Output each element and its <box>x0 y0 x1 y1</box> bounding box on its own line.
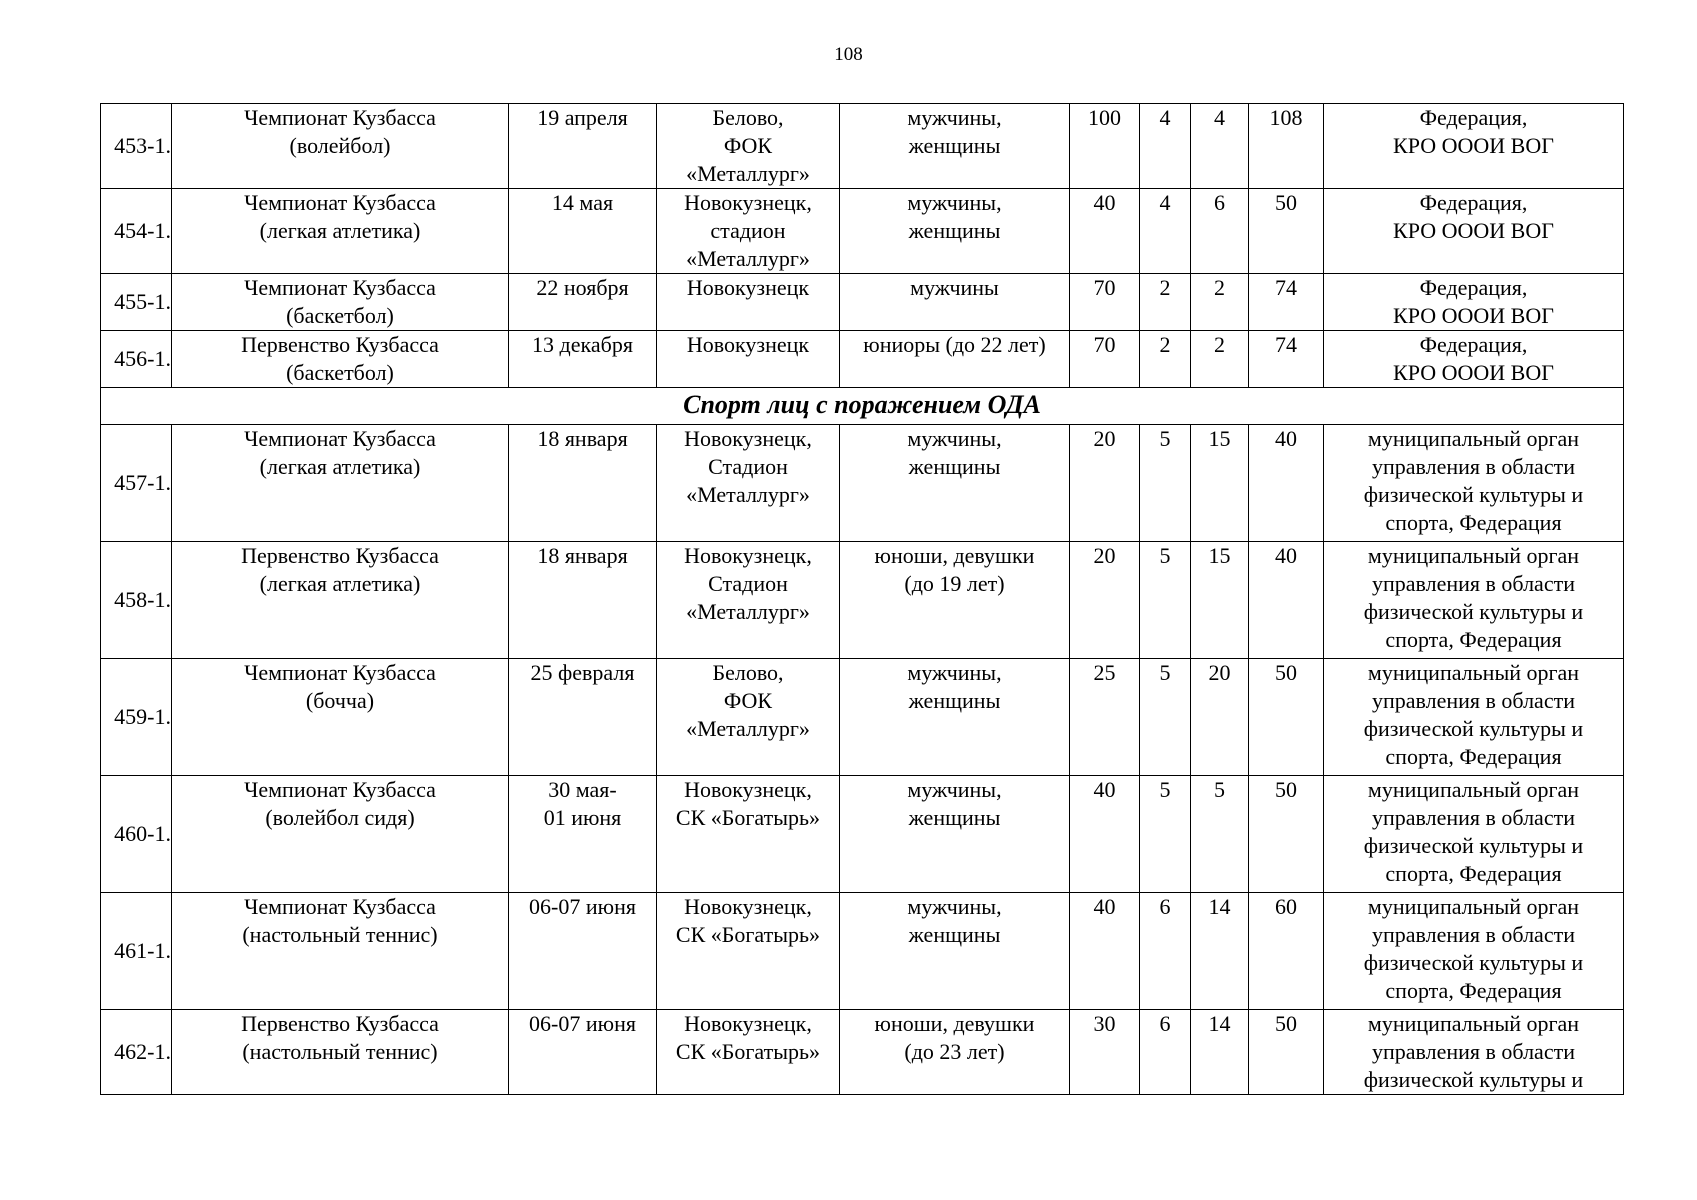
count-col-4: 50 <box>1249 189 1324 274</box>
event-name: Чемпионат Кузбасса (бочча) <box>172 659 509 776</box>
row-number: 455-1. <box>101 274 172 331</box>
count-col-1: 40 <box>1070 776 1140 893</box>
section-row <box>101 388 1624 425</box>
event-organizer: Федерация, КРО ОООИ ВОГ <box>1324 189 1624 274</box>
row-number: 458-1. <box>101 542 172 659</box>
count-col-3: 14 <box>1191 1010 1249 1095</box>
count-col-1: 100 <box>1070 104 1140 189</box>
event-place: Белово, ФОК «Металлург» <box>657 104 840 189</box>
event-participants: мужчины, женщины <box>840 189 1070 274</box>
row-number: 454-1. <box>101 189 172 274</box>
count-col-4: 108 <box>1249 104 1324 189</box>
page-number: 108 <box>834 44 863 65</box>
row-number: 453-1. <box>101 104 172 189</box>
event-participants: мужчины, женщины <box>840 893 1070 1010</box>
count-col-2: 6 <box>1140 893 1191 1010</box>
event-participants: юниоры (до 22 лет) <box>840 331 1070 388</box>
event-organizer: Федерация, КРО ОООИ ВОГ <box>1324 104 1624 189</box>
event-participants: юноши, девушки (до 19 лет) <box>840 542 1070 659</box>
count-col-2: 2 <box>1140 274 1191 331</box>
event-name: Чемпионат Кузбасса (волейбол сидя) <box>172 776 509 893</box>
row-number: 456-1. <box>101 331 172 388</box>
count-col-4: 50 <box>1249 776 1324 893</box>
count-col-4: 40 <box>1249 425 1324 542</box>
event-date: 18 января <box>509 542 657 659</box>
event-date: 06-07 июня <box>509 893 657 1010</box>
count-col-1: 20 <box>1070 425 1140 542</box>
count-col-3: 20 <box>1191 659 1249 776</box>
table-row <box>101 542 1624 659</box>
count-col-1: 20 <box>1070 542 1140 659</box>
count-col-1: 40 <box>1070 189 1140 274</box>
count-col-1: 30 <box>1070 1010 1140 1095</box>
event-name: Чемпионат Кузбасса (легкая атлетика) <box>172 425 509 542</box>
event-date: 19 апреля <box>509 104 657 189</box>
event-name: Чемпионат Кузбасса (настольный теннис) <box>172 893 509 1010</box>
event-date: 14 мая <box>509 189 657 274</box>
count-col-4: 60 <box>1249 893 1324 1010</box>
event-name: Первенство Кузбасса (баскетбол) <box>172 331 509 388</box>
event-place: Новокузнецк, СК «Богатырь» <box>657 1010 840 1095</box>
count-col-2: 5 <box>1140 542 1191 659</box>
count-col-3: 15 <box>1191 542 1249 659</box>
event-place: Новокузнецк, стадион «Металлург» <box>657 189 840 274</box>
count-col-3: 6 <box>1191 189 1249 274</box>
event-participants: мужчины, женщины <box>840 104 1070 189</box>
event-name: Первенство Кузбасса (легкая атлетика) <box>172 542 509 659</box>
row-number: 462-1. <box>101 1010 172 1095</box>
event-place: Новокузнецк, Стадион «Металлург» <box>657 542 840 659</box>
event-organizer: муниципальный орган управления в области физической культуры и спорта, Федерация <box>1324 893 1624 1010</box>
table-row <box>101 1010 1624 1095</box>
event-date: 18 января <box>509 425 657 542</box>
event-place: Новокузнецк <box>657 331 840 388</box>
count-col-3: 4 <box>1191 104 1249 189</box>
row-number: 461-1. <box>101 893 172 1010</box>
event-name: Чемпионат Кузбасса (легкая атлетика) <box>172 189 509 274</box>
event-participants: мужчины <box>840 274 1070 331</box>
row-number: 459-1. <box>101 659 172 776</box>
count-col-2: 4 <box>1140 189 1191 274</box>
count-col-2: 2 <box>1140 331 1191 388</box>
table-row <box>101 331 1624 388</box>
event-participants: мужчины, женщины <box>840 425 1070 542</box>
count-col-3: 2 <box>1191 274 1249 331</box>
event-participants: мужчины, женщины <box>840 776 1070 893</box>
table-row <box>101 189 1624 274</box>
event-date: 13 декабря <box>509 331 657 388</box>
row-number: 457-1. <box>101 425 172 542</box>
event-date: 30 мая- 01 июня <box>509 776 657 893</box>
count-col-2: 6 <box>1140 1010 1191 1095</box>
count-col-4: 74 <box>1249 274 1324 331</box>
event-organizer: муниципальный орган управления в области физической культуры и спорта, Федерация <box>1324 542 1624 659</box>
row-number: 460-1. <box>101 776 172 893</box>
event-name: Чемпионат Кузбасса (волейбол) <box>172 104 509 189</box>
count-col-4: 50 <box>1249 659 1324 776</box>
event-place: Новокузнецк <box>657 274 840 331</box>
count-col-4: 40 <box>1249 542 1324 659</box>
event-place: Новокузнецк, СК «Богатырь» <box>657 776 840 893</box>
count-col-2: 4 <box>1140 104 1191 189</box>
event-date: 25 февраля <box>509 659 657 776</box>
count-col-2: 5 <box>1140 425 1191 542</box>
event-organizer: муниципальный орган управления в области физической культуры и спорта, Федерация <box>1324 425 1624 542</box>
event-organizer: Федерация, КРО ОООИ ВОГ <box>1324 274 1624 331</box>
event-participants: мужчины, женщины <box>840 659 1070 776</box>
count-col-3: 14 <box>1191 893 1249 1010</box>
count-col-2: 5 <box>1140 776 1191 893</box>
event-name: Чемпионат Кузбасса (баскетбол) <box>172 274 509 331</box>
event-organizer: муниципальный орган управления в области физической культуры и <box>1324 1010 1624 1095</box>
event-date: 06-07 июня <box>509 1010 657 1095</box>
table-row <box>101 425 1624 542</box>
event-name: Первенство Кузбасса (настольный теннис) <box>172 1010 509 1095</box>
table-row <box>101 776 1624 893</box>
event-place: Белово, ФОК «Металлург» <box>657 659 840 776</box>
event-date: 22 ноября <box>509 274 657 331</box>
event-organizer: Федерация, КРО ОООИ ВОГ <box>1324 331 1624 388</box>
count-col-2: 5 <box>1140 659 1191 776</box>
event-organizer: муниципальный орган управления в области физической культуры и спорта, Федерация <box>1324 659 1624 776</box>
event-place: Новокузнецк, Стадион «Металлург» <box>657 425 840 542</box>
events-table <box>100 103 1624 1095</box>
count-col-1: 70 <box>1070 331 1140 388</box>
table-row <box>101 893 1624 1010</box>
event-participants: юноши, девушки (до 23 лет) <box>840 1010 1070 1095</box>
event-place: Новокузнецк, СК «Богатырь» <box>657 893 840 1010</box>
count-col-4: 50 <box>1249 1010 1324 1095</box>
table-row <box>101 659 1624 776</box>
event-organizer: муниципальный орган управления в области физической культуры и спорта, Федерация <box>1324 776 1624 893</box>
count-col-3: 15 <box>1191 425 1249 542</box>
count-col-1: 40 <box>1070 893 1140 1010</box>
count-col-4: 74 <box>1249 331 1324 388</box>
table-row <box>101 104 1624 189</box>
count-col-3: 2 <box>1191 331 1249 388</box>
section-title: Спорт лиц с поражением ОДА <box>101 388 1624 425</box>
count-col-1: 25 <box>1070 659 1140 776</box>
table-row <box>101 274 1624 331</box>
count-col-1: 70 <box>1070 274 1140 331</box>
count-col-3: 5 <box>1191 776 1249 893</box>
